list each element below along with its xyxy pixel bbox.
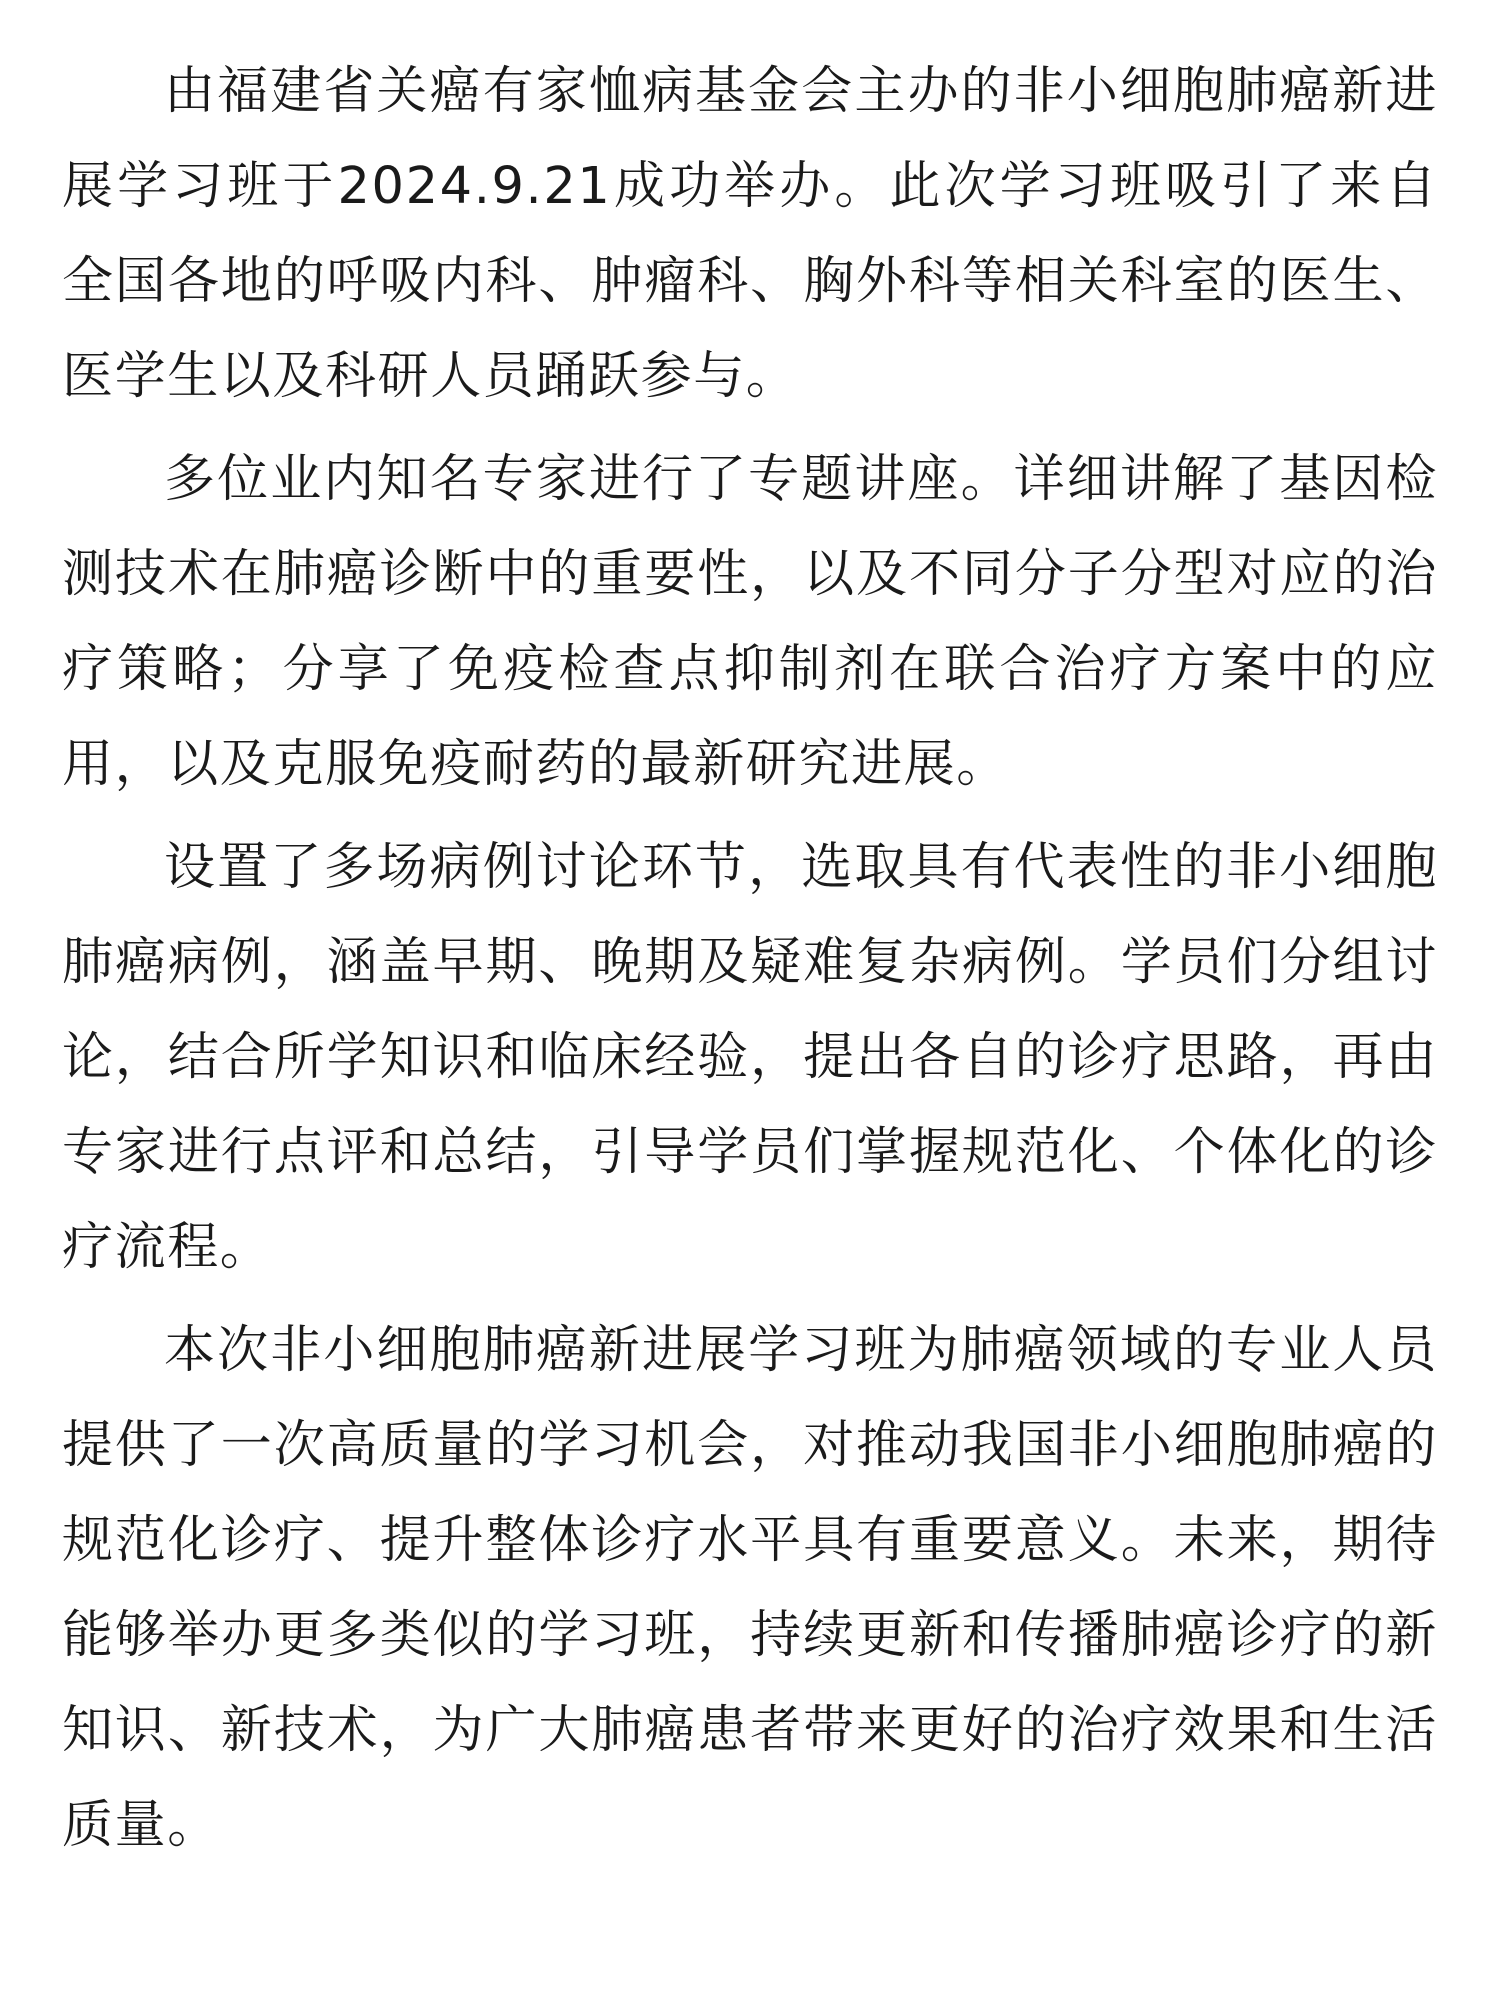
paragraph-expert-lectures: 多位业内知名专家进行了专题讲座。详细讲解了基因检测技术在肺癌诊断中的重要性，以及不同分子分型对应的治疗策略；分享了免疫检查点抑制剂在联合治疗方案中的应用，以及克服免疫耐药的最新研究进展。 [62,450,1438,794]
paragraph-case-discussion: 设置了多场病例讨论环节，选取具有代表性的非小细胞肺癌病例，涵盖早期、晚期及疑难复杂病例。学员们分组讨论，结合所学知识和临床经验，提出各自的诊疗思路，再由专家进行点评和总结，引导学员们掌握规范化、个体化的诊疗流程。 [62,838,1438,1277]
paragraph-conclusion: 本次非小细胞肺癌新进展学习班为肺癌领域的专业人员提供了一次高质量的学习机会，对推动我国非小细胞肺癌的规范化诊疗、提升整体诊疗水平具有重要意义。未来，期待能够举办更多类似的学习班，持续更新和传播肺癌诊疗的新知识、新技术，为广大肺癌患者带来更好的治疗效果和生活质量。 [62,1321,1438,1855]
paragraph-event-intro: 由福建省关癌有家恤病基金会主办的非小细胞肺癌新进展学习班于2024.9.21成功举办。此次学习班吸引了来自全国各地的呼吸内科、肿瘤科、胸外科等相关科室的医生、医学生以及科研人员踊跃参与。 [62,62,1438,406]
article-body [62,44,1438,1881]
